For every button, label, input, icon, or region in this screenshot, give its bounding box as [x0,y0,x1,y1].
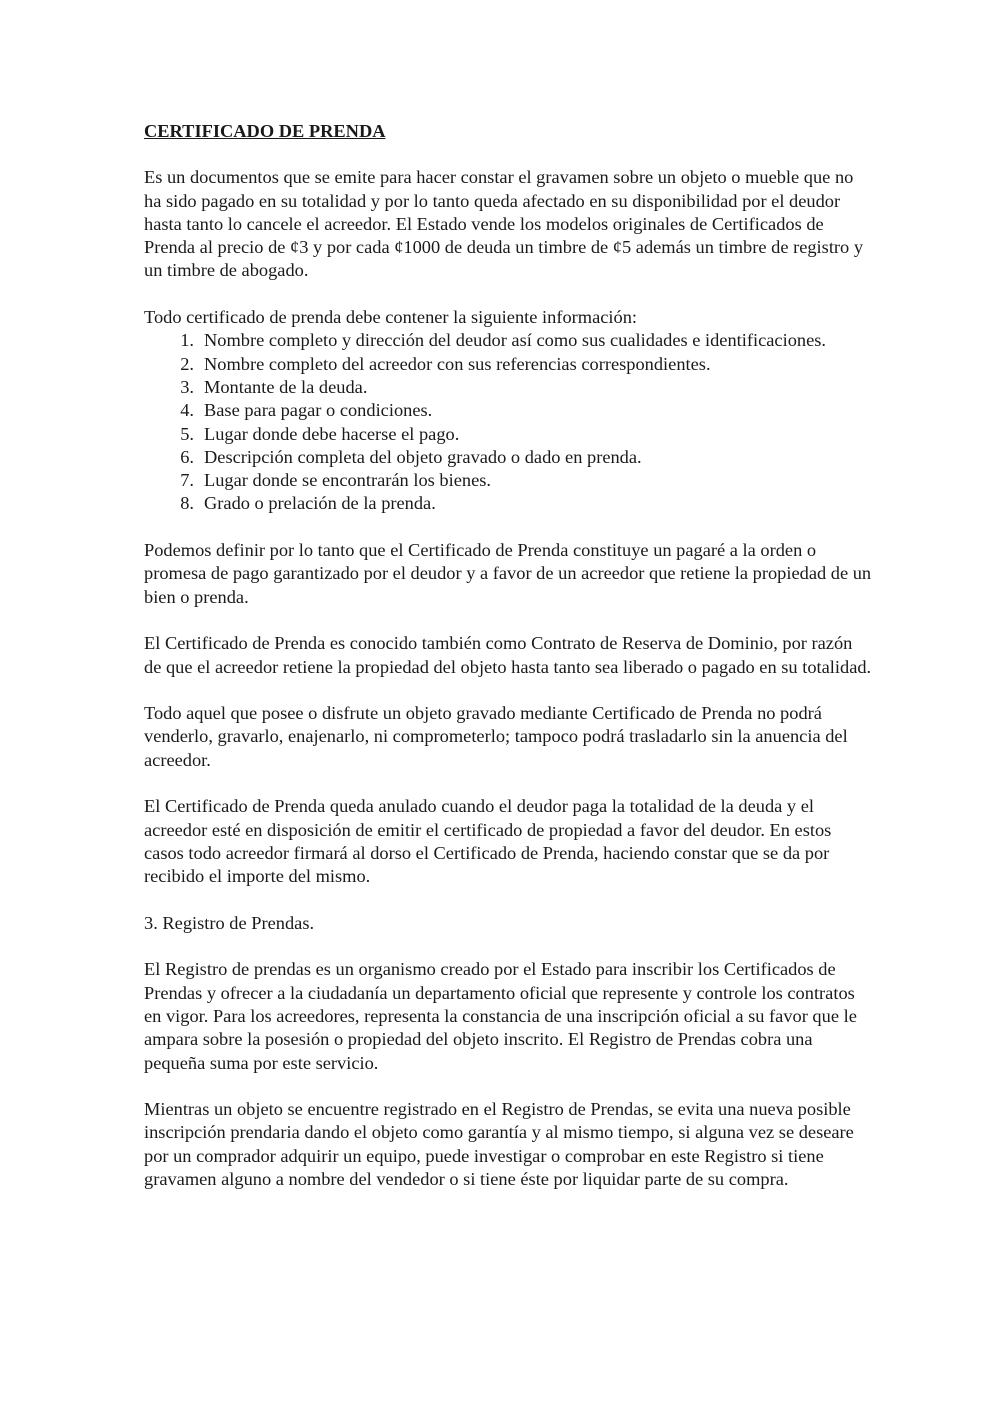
document-title: CERTIFICADO DE PRENDA [144,121,386,141]
reserva-dominio-paragraph: El Certificado de Prenda es conocido también como Contrato de Reserva de Dominio, por razón de que el acreedor retiene la propiedad del objeto hasta tanto sea liberado o pagado en su totalidad. [144,633,872,677]
definition-paragraph: Podemos definir por lo tanto que el Certificado de Prenda constituye un pagaré a la orden o promesa de pago garantizado por el deudor y a favor de un acreedor que retiene la propiedad de un bien o prenda. [144,540,872,607]
section-heading: 3. Registro de Prendas. [144,912,315,933]
list-item [144,329,874,352]
intro-paragraph: Es un documentos que se emite para hacer constar el gravamen sobre un objeto o mueble que no ha sido pagado en su totalidad y por lo tanto queda afectado en su disponibilidad por el deudor hasta tanto lo cancele el acreedor. El Estado vende los modelos originales de Certificados de Prenda al precio de ¢3 y por cada ¢1000 de deuda un timbre de ¢5 además un timbre de registro y un timbre de abogado. [144,167,864,281]
list-item-text: Descripción completa del objeto gravado o dado en prenda. [204,446,642,467]
list-item [144,446,874,469]
restrictions-paragraph: Todo aquel que posee o disfrute un objeto gravado mediante Certificado de Prenda no podrá venderlo, gravarlo, enajenarlo, ni comprometerlo; tampoco podrá trasladarlo sin la anuencia del acreedor. [144,703,848,770]
list-item-number: 4. [180,400,194,421]
document-page [144,110,874,1215]
list-item-text: Grado o prelación de la prenda. [204,493,436,514]
list-item [144,469,874,492]
list-item-number: 7. [180,470,194,491]
list-item [144,492,874,515]
list-item-text: Base para pagar o condiciones. [204,400,433,421]
list-item-number: 8. [180,493,194,514]
list-item-number: 3. [180,376,194,397]
list-item-text: Nombre completo y dirección del deudor así como sus cualidades e identificaciones. [204,330,827,351]
requirements-list [144,329,874,515]
list-item-number: 2. [180,353,194,374]
registry-benefits-paragraph: Mientras un objeto se encuentre registrado en el Registro de Prendas, se evita una nueva posible inscripción prendaria dando el objeto como garantía y al mismo tiempo, si alguna vez se deseare por un comprador adquirir un equipo, puede investigar o comprobar en este Registro si tiene gravamen alguno a nombre del vendedor o si tiene éste por liquidar parte de su compra. [144,1099,854,1190]
requirements-intro: Todo certificado de prenda debe contener la siguiente información: [144,307,638,328]
list-item-number: 5. [180,423,194,444]
list-item-text: Nombre completo del acreedor con sus referencias correspondientes. [204,353,711,374]
list-item [144,399,874,422]
list-item [144,376,874,399]
list-item [144,353,874,376]
list-item-number: 1. [180,330,194,351]
list-item-text: Lugar donde se encontrarán los bienes. [204,470,491,491]
list-item-text: Lugar donde debe hacerse el pago. [204,423,460,444]
annulment-paragraph: El Certificado de Prenda queda anulado cuando el deudor paga la totalidad de la deuda y el acreedor esté en disposición de emitir el certificado de propiedad a favor del deudor. En estos casos todo acreedor firmará al dorso el Certificado de Prenda, haciendo constar que se da por recibido el importe del mismo. [144,796,832,887]
list-item-text: Montante de la deuda. [204,376,368,397]
list-item-number: 6. [180,446,194,467]
registry-paragraph: El Registro de prendas es un organismo creado por el Estado para inscribir los Certificados de Prendas y ofrecer a la ciudadanía un departamento oficial que represente y controle los contratos en vigor. Para los acreedores, representa la constancia de una inscripción oficial a su favor que le ampara sobre la posesión o propiedad del objeto inscrito. El Registro de Prendas cobra una pequeña suma por este servicio. [144,959,857,1073]
list-item [144,423,874,446]
